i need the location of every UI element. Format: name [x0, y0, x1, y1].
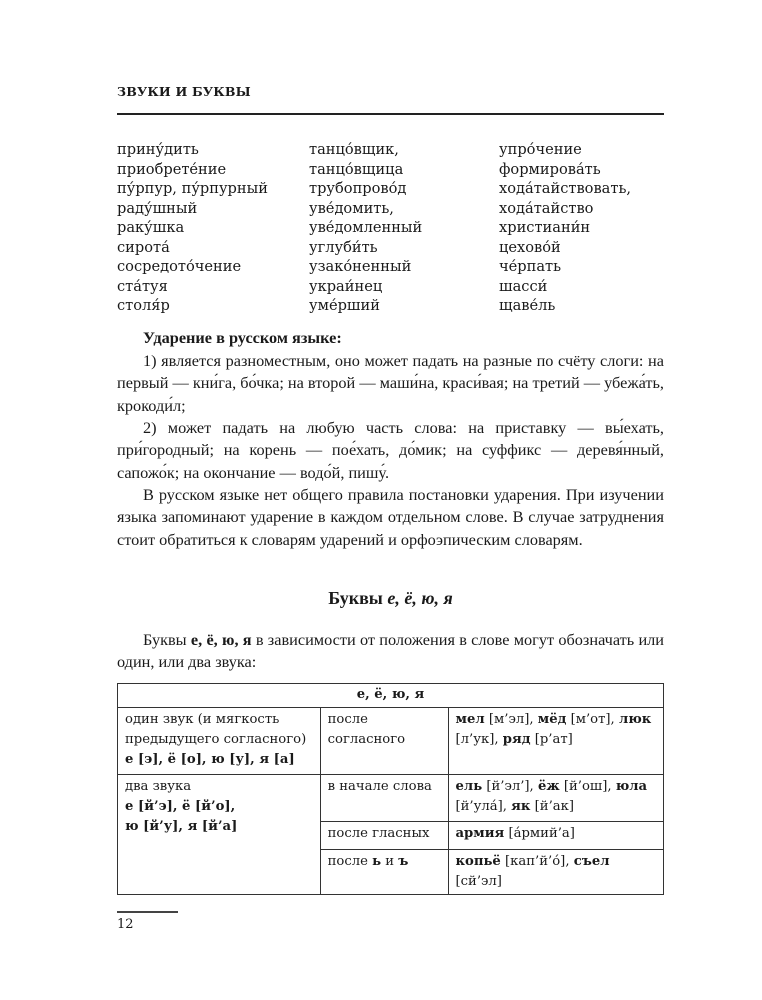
- word: цехово́й: [499, 238, 561, 256]
- letters-intro: Буквы е, ё, ю, я в зависимости от положения в слове могут обозначать или один, или два звука:: [117, 630, 664, 672]
- word: шасси́: [499, 277, 548, 295]
- word: танцо́вщик,: [309, 141, 399, 158]
- word: прину́дить: [117, 141, 199, 158]
- word: раку́шка: [117, 219, 185, 236]
- word: украи́нец: [309, 277, 383, 295]
- table-header-row: [118, 684, 664, 708]
- word: упро́чение: [499, 141, 582, 158]
- word: углуби́ть: [309, 238, 378, 256]
- stress-heading-text: Ударение в русском языке:: [143, 328, 342, 347]
- examples-cell: армия [а́рмий’а]: [448, 822, 664, 850]
- running-head: ЗВУКИ И БУКВЫ: [117, 84, 251, 99]
- header-rule: [117, 113, 664, 115]
- word: щаве́ль: [499, 297, 556, 314]
- word: формирова́ть: [499, 160, 601, 178]
- stress-heading: [117, 327, 664, 349]
- word: хода́тайствовать,: [499, 180, 632, 197]
- word: столя́р: [117, 297, 170, 314]
- word: уме́рший: [309, 297, 380, 314]
- word: сосредото́чение: [117, 258, 242, 275]
- word: уве́домленный: [309, 219, 423, 236]
- stress-point-1: 1) является разноместным, оно может падать на разные по счёту слоги: на первый — кни́га, бо́чка; на второй — маши́на, краси́вая; на третий — убежа́ть, крокоди́л;: [117, 351, 664, 415]
- word: ста́туя: [117, 277, 168, 295]
- letters-sounds-table: [117, 683, 664, 895]
- stress-note: В русском языке нет общего правила постановки ударения. При изучении языка запоминают ударение в каждом отдельном слове. В случае затруднения стоит обратиться к словарям ударений и орфоэпическим словарям.: [117, 485, 664, 549]
- word: раду́шный: [117, 199, 198, 217]
- word: танцо́вщица: [309, 160, 404, 178]
- word: пу́рпур, пу́рпурный: [117, 180, 268, 197]
- word: хода́тайство: [499, 199, 594, 217]
- word: христиани́н: [499, 219, 591, 236]
- word-column-2: [309, 140, 422, 316]
- section-title-letters: е, ё, ю, я: [387, 588, 453, 608]
- word: сирота́: [117, 238, 170, 256]
- footer-rule: [117, 911, 178, 913]
- examples-cell: копьё [кап’й’о́], съел [сй’эл]: [448, 850, 664, 895]
- two-sounds-cell: два звука е [й’э], ё [й’о], ю [й’у], я [й’а]: [118, 775, 321, 895]
- table-row: [118, 708, 664, 775]
- table-header: е, ё, ю, я: [118, 684, 664, 708]
- table-row: [118, 775, 664, 822]
- word: уве́домить,: [309, 199, 394, 217]
- position-cell: после согласного: [320, 708, 448, 775]
- examples-cell: мел [м’эл], мёд [м’от], люк [л’ук], ряд [р’ат]: [448, 708, 664, 775]
- section-title: Буквы е, ё, ю, я: [328, 588, 453, 608]
- position-cell: после ь и ъ: [320, 850, 448, 895]
- examples-cell: ель [й’эл’], ёж [й’ош], юла [й’ула́], як [й’ак]: [448, 775, 664, 822]
- word: узако́ненный: [309, 258, 412, 275]
- word: че́рпать: [499, 258, 562, 275]
- one-sound-cell: один звук (и мягкость предыдущего согласного) е [э], ё [о], ю [у], я [а]: [118, 708, 321, 775]
- stress-point-2: 2) может падать на любую часть слова: на приставку — вы́ехать, при́городный; на корень — пое́хать, до́мик; на суффикс — деревя́нный, сапожо́к; на окончание — водо́й, пишу́.: [117, 418, 664, 482]
- word-column-3: [499, 140, 631, 316]
- word-column-1: [117, 140, 268, 316]
- word: трубопрово́д: [309, 180, 407, 197]
- position-cell: в начале слова: [320, 775, 448, 822]
- word: приобрете́ние: [117, 160, 227, 178]
- position-cell: после гласных: [320, 822, 448, 850]
- page-number: 12: [117, 917, 134, 932]
